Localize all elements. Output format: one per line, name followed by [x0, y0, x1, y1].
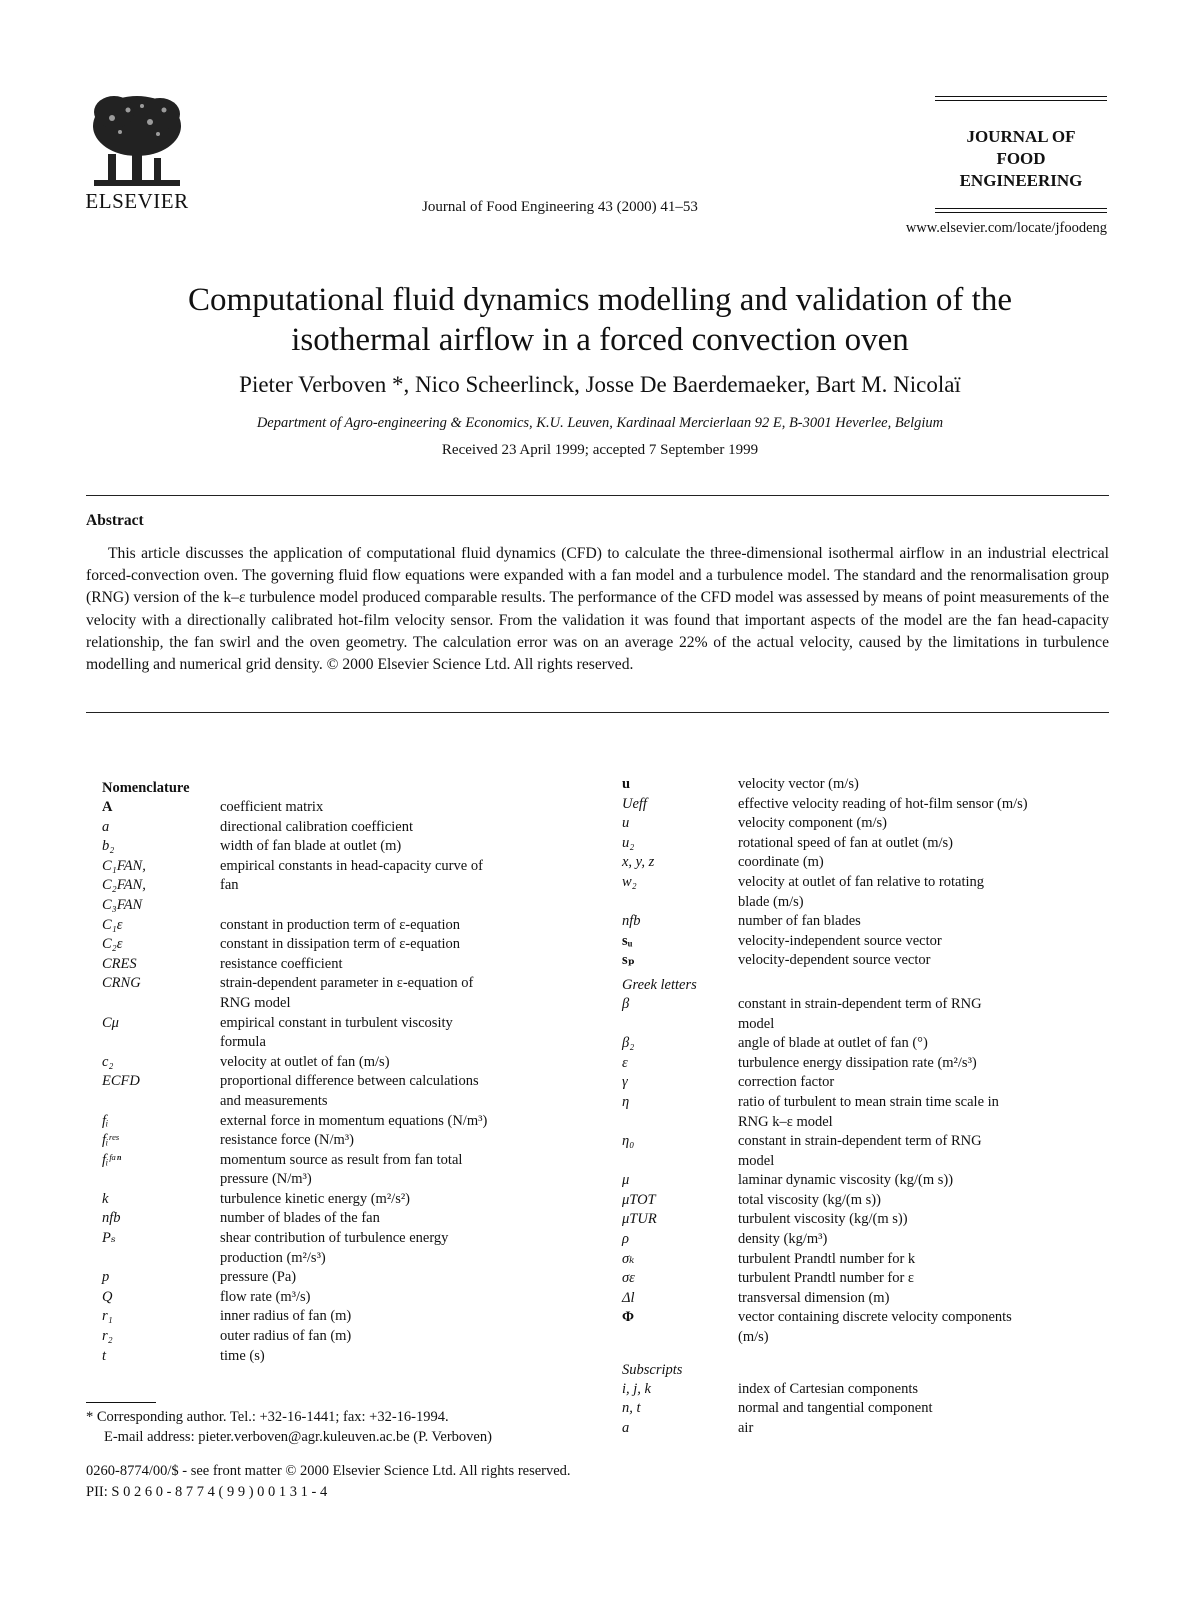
nomenclature-description: transversal dimension (m) [738, 1289, 890, 1306]
journal-name-line: JOURNAL OF [966, 127, 1076, 146]
nomenclature-symbol: ε [622, 1054, 628, 1071]
nomenclature-description: turbulence energy dissipation rate (m²/s³) [738, 1054, 977, 1071]
nomenclature-entry [622, 775, 1097, 795]
nomenclature-description: (m/s) [738, 1329, 769, 1346]
abstract-heading: Abstract [86, 512, 144, 529]
nomenclature-symbol: η₀ [622, 1133, 635, 1150]
nomenclature-description: rotational speed of fan at outlet (m/s) [738, 834, 954, 851]
nomenclature-symbol: fᵢᶠᵃⁿ [102, 1151, 122, 1168]
nomenclature-description: velocity at outlet of fan (m/s) [220, 1053, 390, 1070]
nomenclature-symbol: C₁FAN, [102, 857, 146, 874]
nomenclature-symbol: a [622, 1419, 630, 1436]
nomenclature-entry [622, 1419, 1097, 1439]
nomenclature-symbol: Q [102, 1288, 113, 1305]
nomenclature-symbol: n, t [622, 1400, 641, 1417]
nomenclature-symbol [102, 1170, 220, 1190]
nomenclature-entry [102, 1268, 562, 1288]
nomenclature-description: turbulent viscosity (kg/(m s)) [738, 1211, 908, 1228]
nomenclature-description: RNG k–ε model [738, 1113, 833, 1130]
nomenclature-symbol: k [102, 1190, 109, 1207]
nomenclature-description: directional calibration coefficient [220, 818, 413, 835]
nomenclature-entry [622, 1191, 1097, 1211]
nomenclature-entry [102, 935, 562, 955]
nomenclature-symbol [622, 1152, 738, 1172]
nomenclature-description: constant in strain-dependent term of RNG [738, 1133, 982, 1150]
nomenclature-entry [102, 818, 562, 838]
nomenclature-description [220, 896, 562, 916]
nomenclature-description: empirical constants in head-capacity curve of [220, 857, 483, 874]
nomenclature-symbol: p [102, 1269, 110, 1286]
nomenclature-entry [622, 932, 1097, 952]
nomenclature-heading: Nomenclature [102, 780, 190, 796]
nomenclature-entry [622, 1380, 1097, 1400]
nomenclature-description: laminar dynamic viscosity (kg/(m s)) [738, 1172, 954, 1189]
nomenclature-entry [622, 995, 1097, 1015]
issn-line: 0260-8774/00/$ - see front matter © 2000 Elsevier Science Ltd. All rights reserved. [86, 1463, 571, 1479]
nomenclature-entry [622, 1308, 1097, 1328]
nomenclature-description: outer radius of fan (m) [220, 1328, 352, 1345]
nomenclature-entry [102, 798, 562, 818]
nomenclature-symbol [622, 1015, 738, 1035]
nomenclature-entry [102, 1307, 562, 1327]
nomenclature-entry [102, 1072, 562, 1092]
nomenclature-entry [102, 974, 562, 994]
nomenclature-entry [102, 1347, 562, 1367]
nomenclature-description: flow rate (m³/s) [220, 1288, 311, 1305]
nomenclature-description: constant in strain-dependent term of RNG [738, 995, 982, 1012]
nomenclature-symbol: CRNG [102, 975, 141, 992]
nomenclature-description: ratio of turbulent to mean strain time scale in [738, 1093, 999, 1110]
masthead-rule [935, 208, 1107, 209]
nomenclature-description: RNG model [220, 994, 291, 1011]
footnote [86, 1407, 606, 1447]
nomenclature-symbol: c₂ [102, 1053, 114, 1070]
page-footer [86, 1461, 786, 1503]
nomenclature-symbol: ECFD [102, 1073, 140, 1090]
publisher-logo [82, 92, 192, 216]
publisher-name: ELSEVIER [85, 189, 189, 213]
corresponding-author-note: * Corresponding author. Tel.: +32-16-1441; fax: +32-16-1994. [86, 1409, 449, 1425]
nomenclature-entry [622, 1210, 1097, 1230]
nomenclature-entry [622, 1015, 1097, 1035]
nomenclature-symbol: C₂ε [102, 936, 123, 953]
nomenclature-description: external force in momentum equations (N/m³) [220, 1112, 488, 1129]
nomenclature-description: turbulence kinetic energy (m²/s²) [220, 1190, 411, 1207]
nomenclature-entry [102, 955, 562, 975]
nomenclature-description: empirical constant in turbulent viscosity [220, 1014, 453, 1031]
subscripts-heading: Subscripts [622, 1361, 683, 1378]
nomenclature-entry [102, 837, 562, 857]
nomenclature-symbol [102, 1092, 220, 1112]
nomenclature-entry [102, 1209, 562, 1229]
divider [86, 712, 1109, 713]
nomenclature-rows [102, 798, 562, 1366]
nomenclature-description: coefficient matrix [220, 799, 324, 815]
nomenclature-entry [622, 853, 1097, 873]
greek-letters-heading: Greek letters [622, 976, 697, 993]
nomenclature-description: pressure (Pa) [220, 1269, 297, 1286]
nomenclature-entry [102, 876, 562, 896]
nomenclature-description: inner radius of fan (m) [220, 1308, 352, 1325]
nomenclature-symbol: nfb [622, 913, 641, 930]
nomenclature-entry [102, 1033, 562, 1053]
nomenclature-entry [102, 1112, 562, 1132]
nomenclature-entry [622, 1289, 1097, 1309]
journal-name-line: FOOD [996, 149, 1046, 168]
nomenclature-description: fan [220, 877, 239, 894]
masthead-rule [935, 96, 1107, 97]
affiliation: Department of Agro-engineering & Economics, K.U. Leuven, Kardinaal Mercierlaan 92 E, B-3001 Heverlee, Belgium [256, 415, 944, 431]
divider [86, 495, 1109, 496]
nomenclature-entry [102, 916, 562, 936]
nomenclature-description: index of Cartesian components [738, 1380, 918, 1397]
nomenclature-symbol: μ [622, 1172, 630, 1189]
subscript-rows [622, 1380, 1097, 1439]
nomenclature-entry [622, 1250, 1097, 1270]
nomenclature-symbol: σₖ [622, 1250, 635, 1267]
nomenclature-description: constant in production term of ε-equation [220, 916, 461, 933]
received-dates: Received 23 April 1999; accepted 7 September 1999 [441, 442, 759, 458]
nomenclature-symbol: t [102, 1347, 107, 1364]
nomenclature-entry [622, 1093, 1097, 1113]
nomenclature-description: width of fan blade at outlet (m) [220, 838, 402, 855]
nomenclature-description: number of blades of the fan [220, 1210, 380, 1227]
nomenclature-symbol [102, 1033, 220, 1053]
nomenclature-entry [102, 1170, 562, 1190]
nomenclature-description: momentum source as result from fan total [220, 1151, 463, 1168]
nomenclature-symbol: Ueff [622, 795, 647, 812]
nomenclature-symbol [102, 994, 220, 1014]
nomenclature-description: formula [220, 1034, 266, 1051]
nomenclature-symbol: fᵢʳᵉˢ [102, 1132, 119, 1149]
nomenclature-description: blade (m/s) [738, 893, 804, 910]
nomenclature-symbol: b₂ [102, 838, 115, 855]
nomenclature-symbol: w₂ [622, 873, 637, 890]
nomenclature-entry [622, 814, 1097, 834]
nomenclature-entry [622, 873, 1097, 893]
nomenclature-description: normal and tangential component [738, 1400, 933, 1417]
nomenclature-symbol: r₂ [102, 1328, 113, 1345]
nomenclature-description: model [738, 1015, 775, 1032]
nomenclature-symbol [102, 1249, 220, 1269]
nomenclature-description: correction factor [738, 1074, 835, 1091]
nomenclature-symbol [622, 1328, 738, 1348]
nomenclature-entry [622, 1113, 1097, 1133]
nomenclature-description: number of fan blades [738, 913, 861, 930]
nomenclature-description: velocity-independent source vector [738, 932, 942, 949]
nomenclature-symbol: Φ [622, 1309, 635, 1326]
nomenclature-symbol: A [102, 799, 113, 815]
nomenclature-symbol: β₂ [622, 1035, 635, 1052]
nomenclature-entry [102, 1092, 562, 1112]
nomenclature-symbol: CRES [102, 955, 137, 972]
title-line: isothermal airflow in a forced convection oven [291, 322, 909, 358]
title-line: Computational fluid dynamics modelling and validation of the [188, 282, 1012, 318]
nomenclature-entry [622, 795, 1097, 815]
author-list: Pieter Verboven *, Nico Scheerlinck, Josse De Baerdemaeker, Bart M. Nicolaï [239, 372, 961, 397]
journal-name-line: ENGINEERING [959, 171, 1083, 190]
nomenclature-entry [622, 893, 1097, 913]
nomenclature-entry [622, 1132, 1097, 1152]
journal-name [935, 126, 1107, 192]
journal-masthead [935, 96, 1107, 222]
nomenclature-symbol: γ [622, 1074, 628, 1091]
nomenclature-description: production (m²/s³) [220, 1249, 326, 1266]
nomenclature-symbol: C₃FAN [102, 896, 143, 913]
elsevier-tree-logo [84, 92, 190, 190]
nomenclature-symbol: Cμ [102, 1014, 119, 1031]
nomenclature-entry [622, 1328, 1097, 1348]
nomenclature-description: total viscosity (kg/(m s)) [738, 1191, 881, 1208]
nomenclature-description: resistance force (N/m³) [220, 1132, 354, 1149]
journal-url[interactable]: www.elsevier.com/locate/jfoodeng [905, 220, 1107, 236]
nomenclature-entry [102, 1014, 562, 1034]
nomenclature-entry [102, 1229, 562, 1249]
nomenclature-left-column [102, 778, 562, 1366]
nomenclature-entry [622, 834, 1097, 854]
nomenclature-entry [622, 1171, 1097, 1191]
nomenclature-description: velocity at outlet of fan relative to rotating [738, 873, 985, 890]
nomenclature-entry [102, 1190, 562, 1210]
nomenclature-symbol: u₂ [622, 834, 635, 851]
nomenclature-description: air [738, 1419, 754, 1436]
nomenclature-symbol [622, 893, 738, 913]
nomenclature-symbol: Pₛ [102, 1230, 116, 1247]
nomenclature-description: turbulent Prandtl number for ε [738, 1270, 915, 1287]
nomenclature-description: and measurements [220, 1092, 328, 1109]
nomenclature-description: proportional difference between calculations [220, 1073, 479, 1090]
nomenclature-entry [102, 1327, 562, 1347]
masthead-rule [935, 212, 1107, 213]
nomenclature-entry [622, 1230, 1097, 1250]
nomenclature-entry [102, 896, 562, 916]
nomenclature-description: density (kg/m³) [738, 1231, 828, 1248]
nomenclature-symbol: μTUR [622, 1211, 657, 1228]
nomenclature-entry [622, 912, 1097, 932]
nomenclature-symbol: C₂FAN, [102, 877, 146, 894]
nomenclature-description: vector containing discrete velocity components [738, 1309, 1012, 1326]
abstract-text: This article discusses the application of computational fluid dynamics (CFD) to calculate the three-dimensional isothermal airflow in an industrial electrical forced-convection oven. The governing fluid flow equations were expanded with a fan model and a turbulence model. The standard and the renormalisation group (RNG) version of the k–ε turbulence model produced comparable results. The performance of the CFD model was assessed by means of point measurements of the velocity with a directionally calibrated hot-film velocity sensor. From the validation it was found that important aspects of the model are the fan head-capacity relationship, the fan swirl and the oven geometry. The calculation error was on an average 22% of the actual velocity, caused by the limitations in turbulence modelling and numerical grid density. © 2000 Elsevier Science Ltd. All rights reserved. [86, 545, 1109, 674]
nomenclature-description: velocity component (m/s) [738, 815, 887, 832]
nomenclature-description: strain-dependent parameter in ε-equation of [220, 975, 474, 992]
nomenclature-symbol: i, j, k [622, 1380, 651, 1397]
nomenclature-entry [102, 1131, 562, 1151]
nomenclature-symbol: ρ [622, 1231, 629, 1248]
nomenclature-entry [622, 1399, 1097, 1419]
nomenclature-description: turbulent Prandtl number for k [738, 1250, 916, 1267]
nomenclature-entry [622, 1054, 1097, 1074]
nomenclature-symbol: sₚ [622, 952, 635, 969]
nomenclature-symbol: nfb [102, 1210, 121, 1227]
nomenclature-description: velocity-dependent source vector [738, 952, 931, 969]
nomenclature-symbol: r₁ [102, 1308, 113, 1325]
nomenclature-rows [622, 775, 1097, 971]
article-title [90, 280, 1110, 360]
nomenclature-symbol: x, y, z [622, 854, 655, 871]
nomenclature-entry [622, 951, 1097, 971]
nomenclature-description: angle of blade at outlet of fan (°) [738, 1035, 928, 1052]
nomenclature-entry [102, 994, 562, 1014]
nomenclature-entry [622, 1152, 1097, 1172]
nomenclature-description: velocity vector (m/s) [738, 776, 859, 792]
nomenclature-symbol: η [622, 1093, 630, 1110]
email-note: E-mail address: pieter.verboven@agr.kuleuven.ac.be (P. Verboven) [104, 1429, 492, 1445]
nomenclature-entry [622, 1034, 1097, 1054]
nomenclature-symbol: C₁ε [102, 916, 123, 933]
footnote-rule [86, 1402, 156, 1403]
nomenclature-symbol: β [622, 995, 630, 1012]
nomenclature-entry [102, 1053, 562, 1073]
nomenclature-symbol: sᵤ [622, 932, 633, 949]
nomenclature-description: pressure (N/m³) [220, 1171, 312, 1188]
nomenclature-entry [102, 1151, 562, 1171]
nomenclature-right-column [622, 775, 1097, 1438]
nomenclature-entry [102, 1249, 562, 1269]
nomenclature-symbol: fᵢ [102, 1112, 109, 1129]
nomenclature-symbol [622, 1113, 738, 1133]
greek-letter-rows [622, 995, 1097, 1348]
nomenclature-symbol: Δl [622, 1289, 635, 1306]
nomenclature-description: time (s) [220, 1347, 265, 1364]
nomenclature-symbol: μTOT [622, 1191, 656, 1208]
nomenclature-symbol: σε [622, 1270, 635, 1287]
nomenclature-description: shear contribution of turbulence energy [220, 1230, 449, 1247]
nomenclature-entry [622, 1269, 1097, 1289]
journal-citation: Journal of Food Engineering 43 (2000) 41–53 [422, 199, 698, 215]
nomenclature-description: coordinate (m) [738, 854, 824, 871]
nomenclature-symbol: a [102, 818, 110, 835]
nomenclature-description: resistance coefficient [220, 955, 343, 972]
pii-line: PII: S 0 2 6 0 - 8 7 7 4 ( 9 9 ) 0 0 1 3 1 - 4 [86, 1484, 328, 1500]
nomenclature-description: model [738, 1152, 775, 1169]
nomenclature-entry [102, 857, 562, 877]
nomenclature-symbol: u [622, 815, 630, 832]
nomenclature-entry [102, 1288, 562, 1308]
nomenclature-description: constant in dissipation term of ε-equation [220, 936, 461, 953]
nomenclature-description: effective velocity reading of hot-film sensor (m/s) [738, 795, 1028, 812]
nomenclature-symbol: u [622, 776, 631, 792]
nomenclature-entry [622, 1073, 1097, 1093]
masthead-rule [935, 100, 1107, 101]
